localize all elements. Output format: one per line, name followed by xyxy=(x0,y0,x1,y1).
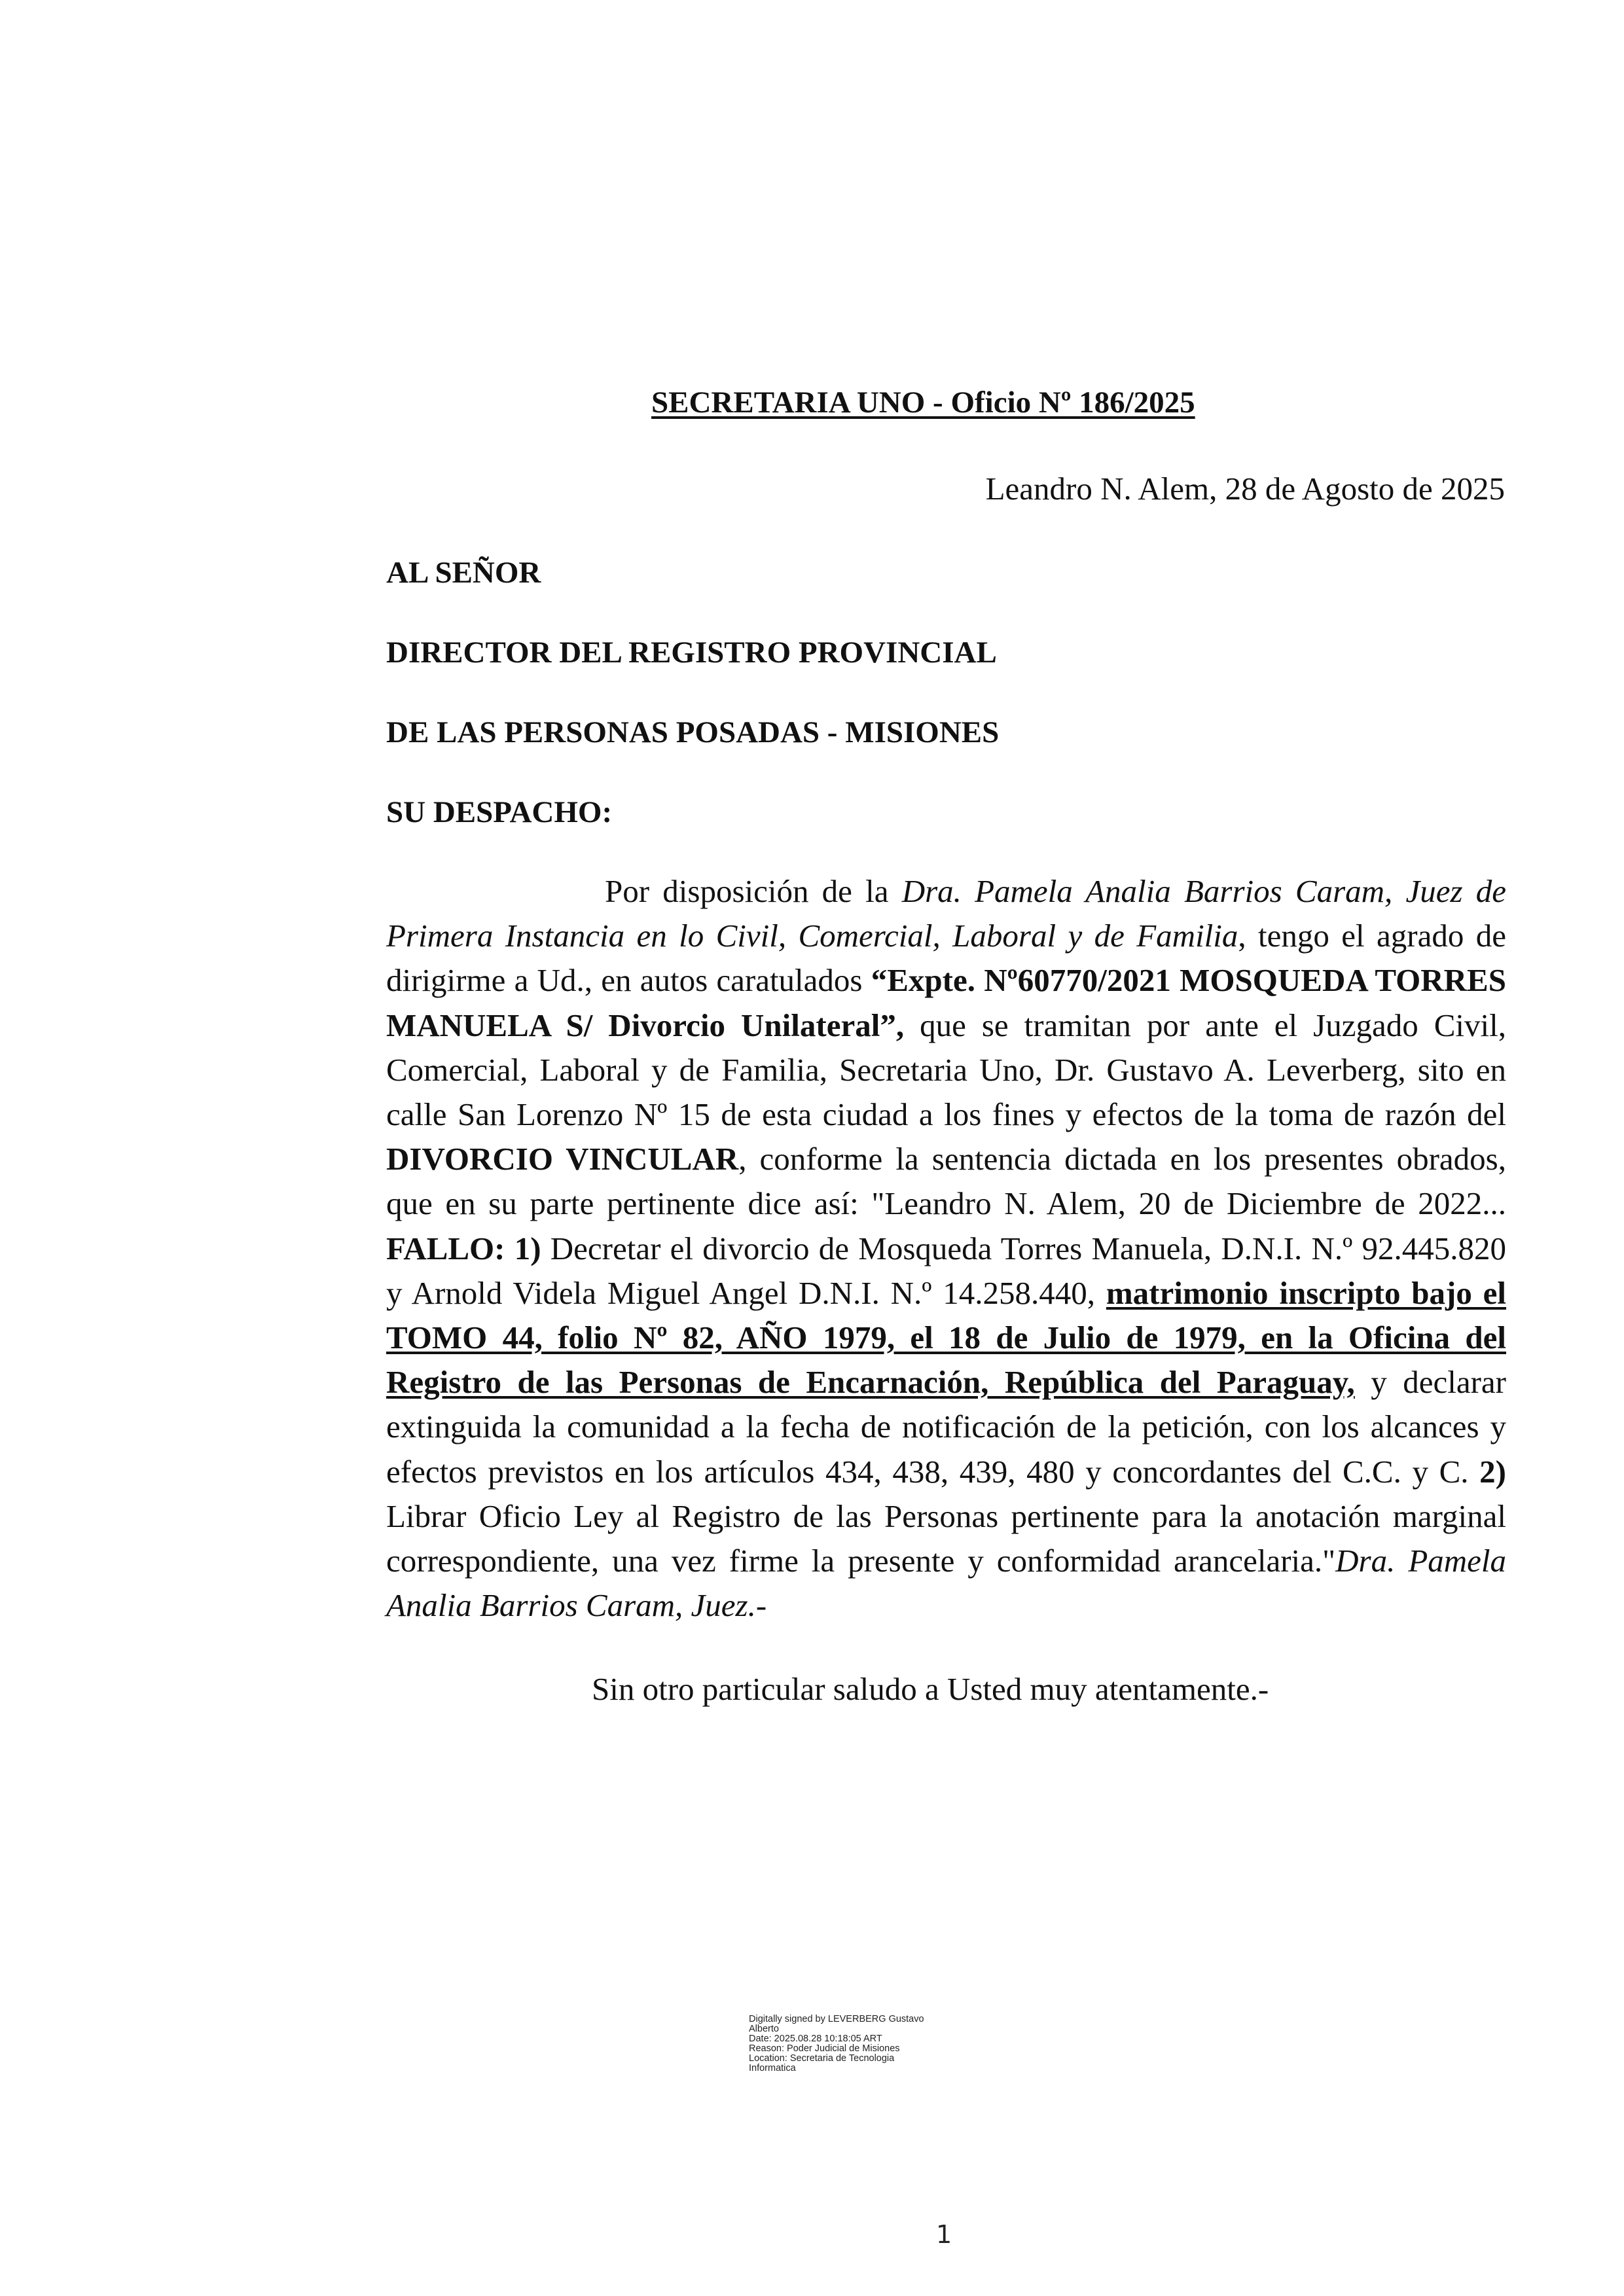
signature-line-1: Digitally signed by LEVERBERG Gustavo xyxy=(749,2014,924,2024)
addressee-line-3: DE LAS PERSONAS POSADAS - MISIONES xyxy=(386,715,1000,749)
addressee-line-4: SU DESPACHO: xyxy=(386,795,613,829)
signature-line-5: Location: Secretaria de Tecnologia xyxy=(749,2053,895,2064)
body-text-6: y declarar extinguida la comunidad a la fecha de notificación de la petición, con los alcances y efectos previstos en los artículos 434, 438, 439, 480 y concordantes del C.C. y C. xyxy=(386,1364,1506,1490)
body-text-7: Librar Oficio Ley al Registro de las Personas pertinente para la anotación marginal correspondiente, una vez firme la presente y conformidad arancelaria." xyxy=(386,1498,1506,1579)
divorce-type: DIVORCIO VINCULAR xyxy=(386,1141,739,1177)
signature-line-6: Informatica xyxy=(749,2063,796,2073)
registration-details: matrimonio inscripto bajo el TOMO 44, folio Nº 82, AÑO 1979, el 18 de Julio de 1979, en la Oficina del Registro de las Personas de Encarnación, República del Paraguay, xyxy=(386,1274,1507,1401)
signature-line-4: Reason: Poder Judicial de Misiones xyxy=(749,2043,900,2054)
body-text-5: Decretar el divorcio de Mosqueda Torres Manuela, D.N.I. N.º 92.445.820 y Arnold Videla Miguel Angel D.N.I. N.º 14.258.440, xyxy=(386,1230,1507,1311)
digital-signature-block xyxy=(749,2015,958,2073)
date-line: Leandro N. Alem, 28 de Agosto de 2025 xyxy=(985,471,1505,507)
body-text-4: , conforme la sentencia dictada en los presentes obrados, que en su parte pertinente dice así: "Leandro N. Alem, 20 de Diciembre de 2022... xyxy=(386,1141,1506,1222)
body-text-1: Por disposición de la xyxy=(605,873,902,909)
closing-line: Sin otro particular saludo a Usted muy atentamente.- xyxy=(592,1671,1269,1707)
document-title: SECRETARIA UNO - Oficio Nº 186/2025 xyxy=(651,386,1195,420)
body-text-3: que se tramitan por ante el Juzgado Civil, Comercial, Laboral y de Familia, Secretaria Uno, Dr. Gustavo A. Leverberg, sito en calle San Lorenzo Nº 15 de esta ciudad a los fines y efectos de la toma de razón del xyxy=(386,1007,1506,1133)
item-2-label: 2) xyxy=(1479,1453,1506,1490)
case-title: “Expte. Nº60770/2021 MOSQUEDA TORRES MANUELA S/ Divorcio Unilateral”, xyxy=(386,962,1506,1043)
body-text-2: , tengo el agrado de dirigirme a Ud., en autos caratulados xyxy=(386,918,1506,999)
signature-line-2: Alberto xyxy=(749,2024,779,2034)
signature-reference: Dra. Pamela Analia Barrios Caram, Juez.- xyxy=(386,1543,1507,1624)
addressee-line-1: AL SEÑOR xyxy=(386,556,541,590)
page-number: 1 xyxy=(936,2220,952,2249)
addressee-line-2: DIRECTOR DEL REGISTRO PROVINCIAL xyxy=(386,636,997,670)
fallo-label: FALLO: 1) xyxy=(386,1230,541,1266)
body-paragraph xyxy=(386,869,1506,1628)
signature-line-3: Date: 2025.08.28 10:18:05 ART xyxy=(749,2034,882,2044)
judge-title: Dra. Pamela Analia Barrios Caram, Juez de Primera Instancia en lo Civil, Comercial, Laboral y de Familia xyxy=(386,873,1506,954)
